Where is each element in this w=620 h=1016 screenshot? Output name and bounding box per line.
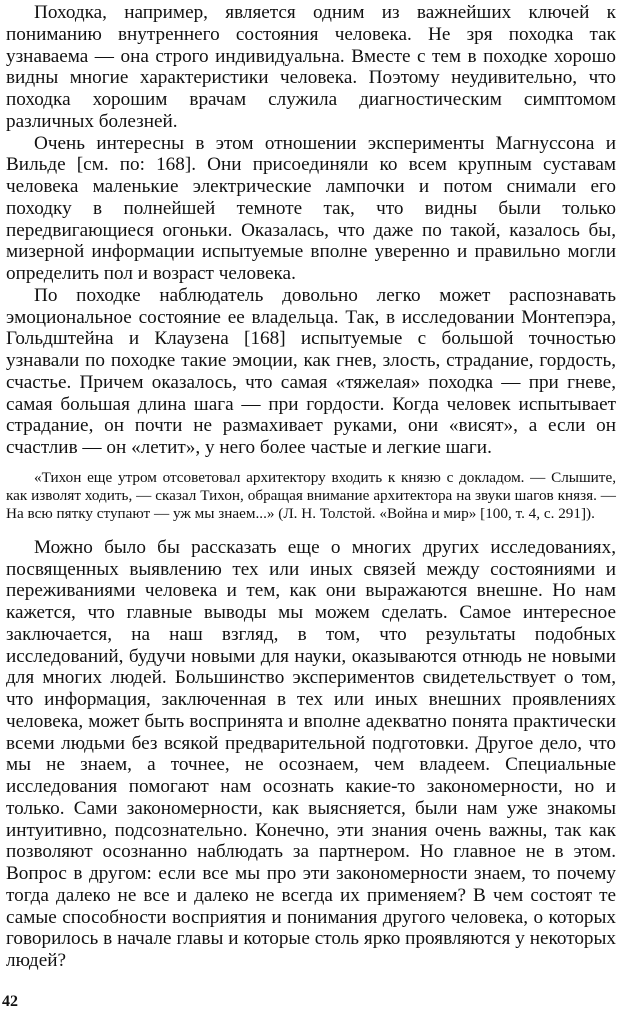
page-number: 42 xyxy=(2,993,18,1010)
tolstoy-quote: «Тихон еще утром отсоветовал архитектору входить к князю с докладом. — Слышите, как изволят ходить, — сказал Тихон, обращая внимание архитектора на звуки шагов князя. — На всю пятку ступают — уж мы знаем...» (Л. Н. Толстой. «Война и мир» [100, т. 4, с. 291]). xyxy=(6,468,616,522)
paragraph-magnusson-experiment: Очень интересны в этом отношении эксперименты Магнуссона и Вильде [см. по: 168]. Они присоединяли ко всем крупным суставам человека маленькие электрические лампочки и потом снимали его походку в полнейшей темноте так, что видны были только передвигающиеся огоньки. Оказалась, что даже по такой, казалось бы, мизерной информации испытуемые вполне уверенно и правильно могли определить пол и возраст человека. xyxy=(6,132,616,284)
paragraph-conclusions: Можно было бы рассказать еще о многих других исследованиях, посвященных выявлению тех или иных связей между состояниями и переживаниями человека и тем, как они выражаются внешне. Но нам кажется, что главные выводы мы можем сделать. Самое интересное заключается, на наш взгляд, в том, что результаты подобных исследований, будучи новыми для науки, оказываются отнюдь не новыми для многих людей. Большинство экспериментов свидетельствует о том, что информация, заключенная в тех или иных внешних проявлениях человека, может быть воспринята и вполне адекватно понята практически всеми людьми без всякой предварительной подготовки. Другое дело, что мы не знаем, а точнее, не осознаем, чем владеем. Специальные исследования помогают нам осознать какие-то закономерности, но и только. Сами закономерности, как выясняется, были нам уже знакомы интуитивно, подсознательно. Конечно, эти знания очень важны, так как позволяют осознанно наблюдать за партнером. Но главное не в этом. Вопрос в другом: если все мы про эти закономерности знаем, то почему тогда далеко не все и далеко не всегда их применяем? В чем состоят те самые способности восприятия и понимания другого человека, о которых говорилось в начале главы и которые столь ярко проявляются у некоторых людей? xyxy=(6,536,616,971)
paragraph-gait-intro: Походка, например, является одним из важнейших ключей к пониманию внутреннего состояния человека. Не зря походка так узнаваема — она строго индивидуальна. Вместе с тем в походке хорошо видны многие характеристики человека. Поэтому неудивительно, что походка хорошим врачам служила диагностическим симптомом различных болезней. xyxy=(6,2,616,132)
paragraph-emotion-gait: По походке наблюдатель довольно легко может распознавать эмоциональное состояние ее владельца. Так, в исследовании Монтепэра, Гольдштейна и Клаузена [168] испытуемые с большой точностью узнавали по походке такие эмоции, как гнев, злость, страдание, гордость, счастье. Причем оказалось, что самая «тяжелая» походка — при гневе, самая большая длина шага — при гордости. Когда человек испытывает страдание, он почти не размахивает руками, они «висят», а если он счастлив — он «летит», у него более частые и легкие шаги. xyxy=(6,284,616,458)
